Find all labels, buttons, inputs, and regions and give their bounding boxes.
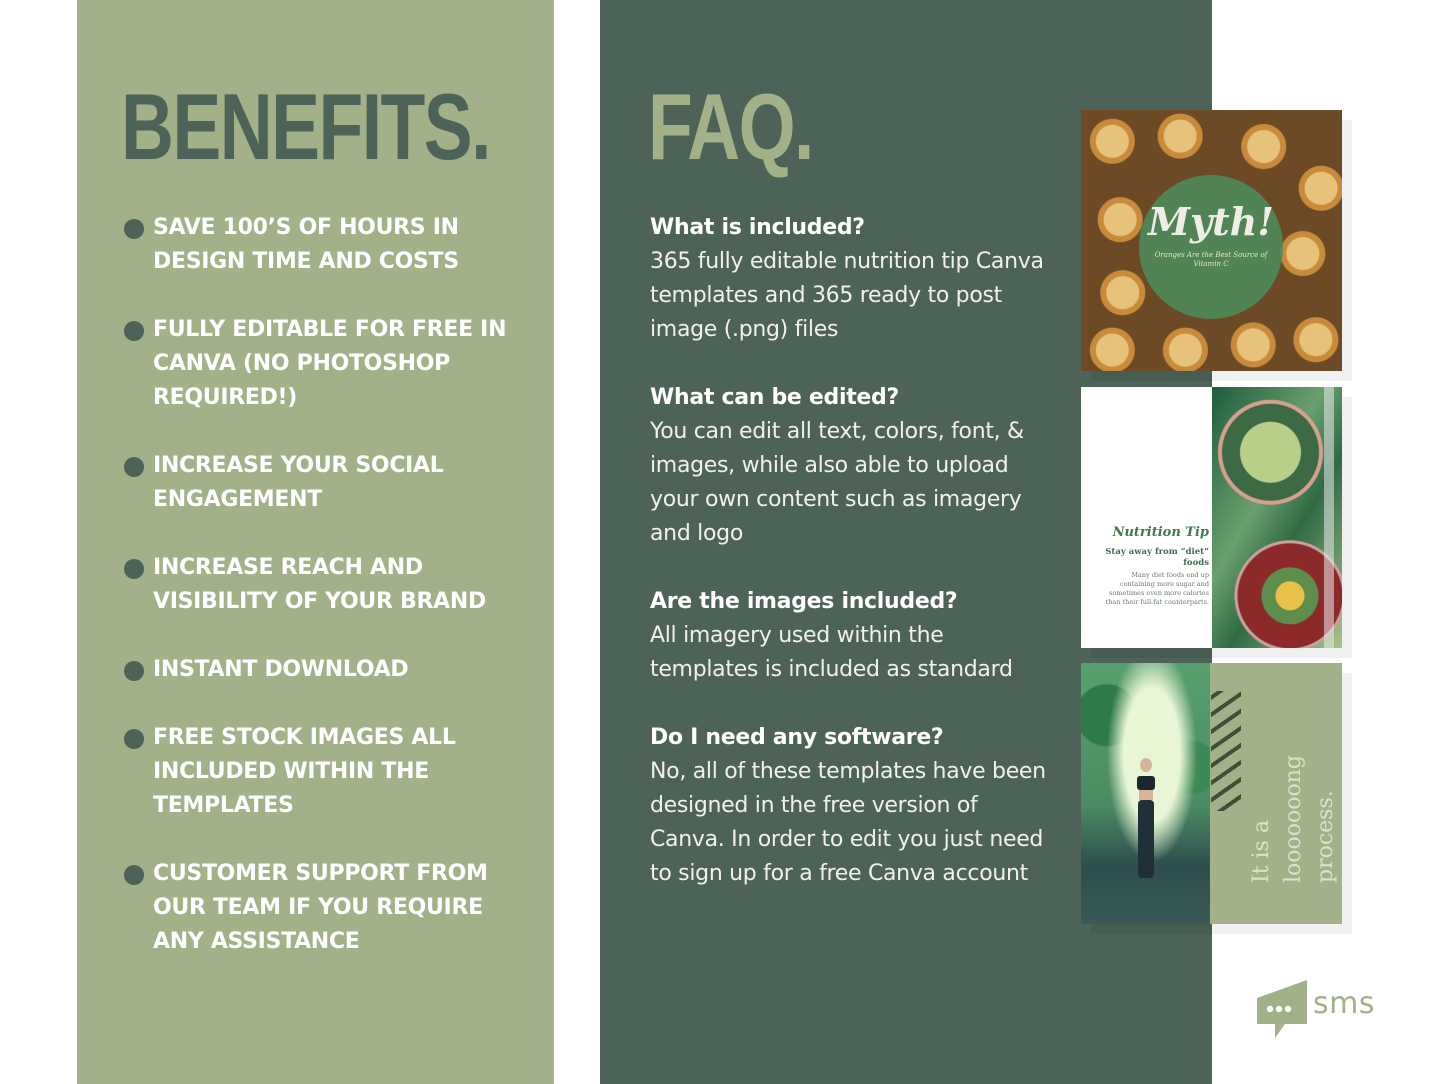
preview-myth-card: [1081, 110, 1342, 371]
faq-answer: You can edit all text, colors, font, & images, while also able to upload your own content such as imagery and logo: [650, 419, 1024, 546]
faq-question: What can be edited?: [650, 385, 899, 410]
benefit-label: FULLY EDITABLE FOR FREE IN CANVA (NO PHOTOSHOP REQUIRED!): [153, 317, 507, 410]
quote-line-3: process.: [1313, 790, 1338, 883]
benefits-list: [123, 211, 523, 959]
food-bowls-image: [1212, 387, 1342, 648]
sms-logo: [1255, 980, 1375, 1040]
benefit-item: [123, 721, 523, 823]
benefit-item: [123, 211, 523, 279]
faq-item: [650, 585, 1050, 687]
benefit-item: [123, 449, 523, 517]
tip-headline: Stay away from “diet” foods: [1105, 546, 1209, 568]
bullet-dot-icon: [124, 321, 144, 341]
preview-process-card: [1081, 663, 1342, 924]
bullet-dot-icon: [124, 559, 144, 579]
bullet-dot-icon: [124, 457, 144, 477]
bullet-dot-icon: [124, 729, 144, 749]
faq-item: [650, 211, 1050, 347]
benefits-heading: BENEFITS.: [121, 74, 490, 179]
quote-line-2: looooooong: [1281, 754, 1306, 883]
translucent-strip: [1324, 387, 1334, 648]
tip-text-block: [1095, 525, 1209, 607]
quote-line-1: It is a: [1249, 820, 1274, 883]
faq-answer: 365 fully editable nutrition tip Canva templates and 365 ready to post image (.png) files: [650, 249, 1044, 342]
faq-item: [650, 721, 1050, 891]
faq-question: Do I need any software?: [650, 725, 944, 750]
benefit-item: [123, 857, 523, 959]
faq-item: [650, 381, 1050, 551]
myth-badge: [1139, 175, 1283, 319]
benefit-label: SAVE 100’S OF HOURS IN DESIGN TIME AND COSTS: [153, 215, 459, 274]
myth-title: Myth!: [1147, 199, 1274, 244]
bullet-dot-icon: [124, 865, 144, 885]
faq-heading: FAQ.: [648, 74, 813, 179]
diagonal-stripes-icon: [1211, 691, 1241, 811]
benefit-label: INCREASE YOUR SOCIAL ENGAGEMENT: [153, 453, 444, 512]
runner-image: [1081, 663, 1210, 924]
preview-nutrition-tip-card: [1081, 387, 1342, 648]
process-quote: [1246, 713, 1336, 883]
benefit-item: [123, 551, 523, 619]
benefit-label: INSTANT DOWNLOAD: [153, 657, 409, 682]
faq-list: [650, 211, 1050, 925]
faq-question: Are the images included?: [650, 589, 958, 614]
tip-title: Nutrition Tip: [1112, 525, 1209, 540]
tip-body: Many diet foods end up containing more sugar and sometimes even more calories than their full-fat counterparts.: [1105, 570, 1209, 606]
benefit-item: [123, 653, 523, 687]
benefit-label: CUSTOMER SUPPORT FROM OUR TEAM IF YOU REQUIRE ANY ASSISTANCE: [153, 861, 488, 954]
bullet-dot-icon: [124, 219, 144, 239]
speech-bubble-ellipsis-icon: [1255, 980, 1313, 1040]
faq-answer: All imagery used within the templates is included as standard: [650, 623, 1013, 682]
logo-text: sms: [1313, 986, 1375, 1021]
runner-figure: [1136, 758, 1156, 878]
benefit-label: INCREASE REACH AND VISIBILITY OF YOUR BRAND: [153, 555, 486, 614]
benefit-item: [123, 313, 523, 415]
benefit-label: FREE STOCK IMAGES ALL INCLUDED WITHIN THE TEMPLATES: [153, 725, 456, 818]
bullet-dot-icon: [124, 661, 144, 681]
myth-subtitle: Oranges Are the Best Source of Vitamin C: [1154, 251, 1268, 269]
faq-answer: No, all of these templates have been designed in the free version of Canva. In order to edit you just need to sign up for a free Canva account: [650, 759, 1046, 886]
faq-question: What is included?: [650, 215, 865, 240]
